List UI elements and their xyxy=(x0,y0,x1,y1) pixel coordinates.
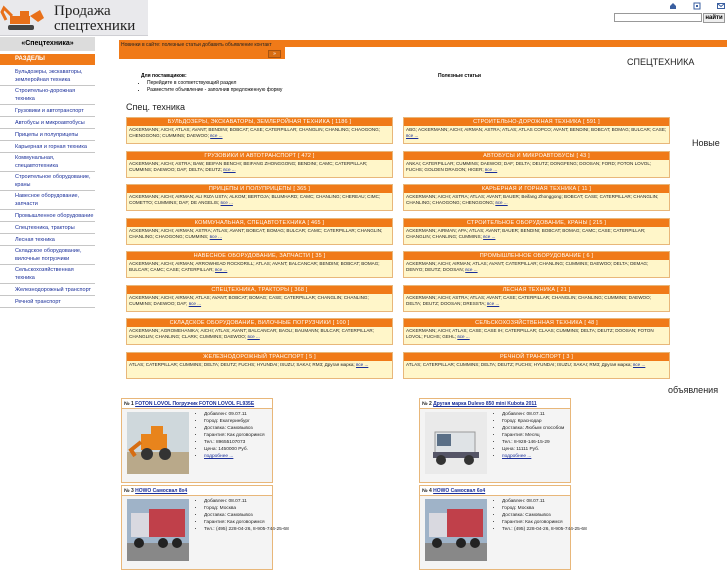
ad-more xyxy=(204,453,274,460)
ad-detail: • Тел.: (495) 228-04-26, 8-905-744-25-68 xyxy=(204,526,274,533)
category-title[interactable]: СТРОИТЕЛЬНО-ДОРОЖНАЯ ТЕХНИКА [ 591 ] xyxy=(404,118,669,126)
ad-card xyxy=(121,485,289,570)
ad-number: № 1 xyxy=(124,401,134,407)
ad-header xyxy=(122,399,272,409)
ad-card xyxy=(121,398,273,483)
category-brands xyxy=(127,193,392,211)
brand-list: ACKERMANN; AICHI; AIRMAN; ARROWHEAD ROCKDRILL; ATLAS; AVANT; BALCANCAR; BENDINI; BOBCAT; BOMAG; BULCAR; CAMC; CASE; CATERPILLAR; xyxy=(129,261,380,272)
sidebar-item[interactable]: Навесное оборудование, запчасти xyxy=(0,191,95,210)
ad-detail: • Доставка: Любым способом xyxy=(502,425,572,432)
ad-details xyxy=(496,498,587,533)
category-more-link[interactable]: все ... xyxy=(632,361,646,367)
ad-photo[interactable] xyxy=(127,499,189,561)
ad-more xyxy=(502,453,572,460)
category-card xyxy=(126,352,393,379)
category-card xyxy=(403,117,670,144)
category-brands xyxy=(404,227,669,245)
category-card xyxy=(126,318,393,345)
category-more-link[interactable]: все ... xyxy=(188,300,202,306)
sitemap-icon[interactable] xyxy=(693,2,701,10)
category-brands xyxy=(404,260,669,278)
category-brands xyxy=(404,361,669,379)
category-title[interactable]: РЕЧНОЙ ТРАНСПОРТ [ 3 ] xyxy=(404,353,669,361)
search-input[interactable] xyxy=(614,13,702,22)
brand-list: ACKERMANN; AGROMEHANIKA; AICHI; ATLAS; AVANT; BALCANCAR; BAOLI; BAUMANN; BULCAR; CATERPILLAR; CHANGLIN; CHANLING; CLARK; CUMMINS; DAEWOO; xyxy=(129,328,374,339)
brand-list: ABG; ACKERMANN; AICHI; AIRMAN; ASTRA; ATLAS; ATLAS COPCO; AVANT; BENDINI; BOBCAT; BOMAG; BULCAR; CASE; xyxy=(406,127,667,132)
page-heading: СПЕЦТЕХНИКА xyxy=(627,57,695,67)
category-brands xyxy=(404,327,669,345)
ad-detail: • Добавлен: 08.07.11 xyxy=(502,411,572,418)
category-brands xyxy=(404,160,669,178)
ad-photo[interactable] xyxy=(425,412,487,474)
category-brands xyxy=(127,160,392,178)
site-logo[interactable] xyxy=(0,0,148,36)
category-title[interactable]: БУЛЬДОЗЕРЫ, ЭКСКАВАТОРЫ, ЗЕМЛЕРОЙНАЯ ТЕХНИКА [ 1186 ] xyxy=(127,118,392,126)
ad-title-link[interactable]: Другая марка Dulevo 850 mini Kubota 2011 xyxy=(433,401,537,407)
sidebar-item[interactable]: Прицепы и полуприцепы xyxy=(0,129,95,141)
category-card xyxy=(126,285,393,312)
useful-articles-link[interactable]: Полезные статьи xyxy=(438,73,481,79)
sidebar-item[interactable]: Строительно-дорожная техника xyxy=(0,86,95,105)
category-title[interactable]: КАРЬЕРНАЯ И ГОРНАЯ ТЕХНИКА [ 11 ] xyxy=(404,185,669,193)
ad-photo[interactable] xyxy=(127,412,189,474)
category-card xyxy=(403,318,670,345)
category-card xyxy=(126,218,393,245)
ad-details xyxy=(496,411,572,460)
category-brands xyxy=(127,126,392,144)
brand-list: ACKERMANN; AICHI; ASTRA; ATLAS; AVANT; BAUER; Beifang Zhonggong; BOBCAT; CASE; CATERPILLAR; CHANGLIN; CHANLING; CHAOGONG; CHENGGONG; xyxy=(406,194,659,205)
ad-detail: • Доставка: Самовывоз xyxy=(502,512,572,519)
ad-detail: • Добавлен: 08.07.11 xyxy=(502,498,572,505)
ad-detail: • Гарантия: Как договоримся xyxy=(204,519,274,526)
category-title[interactable]: СПЕЦТЕХНИКА, ТРАКТОРЫ [ 368 ] xyxy=(127,286,392,294)
vendors-block xyxy=(141,73,282,94)
ad-detail: • Добавлен: 08.07.11 xyxy=(204,498,274,505)
sidebar-item[interactable]: Автобусы и микроавтобусы xyxy=(0,117,95,129)
header-stripe xyxy=(285,40,727,47)
vendors-title: Для поставщиков: xyxy=(141,73,187,79)
category-title[interactable]: ПРИЦЕПЫ И ПОЛУПРИЦЕПЫ [ 365 ] xyxy=(127,185,392,193)
category-more-link[interactable]: все ... xyxy=(483,233,496,239)
ad-photo[interactable] xyxy=(425,499,487,561)
sidebar-item[interactable]: Коммунальная, спецавтотехника xyxy=(0,153,95,172)
category-card xyxy=(403,251,670,278)
sidebar-item[interactable]: Лесная техника xyxy=(0,234,95,246)
spec-title: Спец. техника xyxy=(126,102,186,112)
brand-list: ACKERMANN; AICHI; AIRMAN; ASTRA; ATLAS; AVANT; BOBCAT; BOMAG; BULCAR; CAMC; CATERPILLAR; CHANGLIN; CHANLING; CHAOGONG; CUMMINS; xyxy=(129,227,383,239)
ad-detail: • Гарантия: Как договоримся xyxy=(204,432,274,439)
category-more-link[interactable]: все ... xyxy=(210,133,223,138)
ad-title-link[interactable]: FOTON LOVOL Погрузчик FOTON LOVOL FL935E xyxy=(135,401,255,407)
ad-number: № 2 xyxy=(422,401,432,407)
brand-list: ACKERMANN; AICHI; ASTRA; ATLAS; AVANT; CASE; CATERPILLAR; CHANGLIN; CHANLING; CUMMINS; DAEWOO; DELTA; DEUTZ; DOOSAN; DRESSTA; xyxy=(406,294,651,306)
sidebar-item[interactable]: Речной транспорт xyxy=(0,296,95,308)
ad-header xyxy=(420,486,570,496)
category-title[interactable]: ЖЕЛЕЗНОДОРОЖНЫЙ ТРАНСПОРТ [ 5 ] xyxy=(127,353,392,361)
ad-detail: • Город: Екатеринбург xyxy=(204,418,274,425)
ad-image[interactable] xyxy=(127,499,189,561)
ad-number: № 4 xyxy=(422,488,432,494)
news-text[interactable]: Новинки в сайте: полезные статьи добавить объявление контакт xyxy=(121,42,272,48)
sidebar-item[interactable]: Складское оборудование, вилочные погрузчики xyxy=(0,246,95,265)
brand-list: ACKERMANN; AICHI; ATLAS; AVANT; BENDINI; BOBCAT; CASE; CATERPILLAR; CHANGLIN; CHANLING; CHAOGONG; CHENGGONG; CUMMINS; DAEWOO; xyxy=(129,127,381,138)
category-brands xyxy=(404,193,669,211)
category-title[interactable]: СКЛАДСКОЕ ОБОРУДОВАНИЕ, ВИЛОЧНЫЕ ПОГРУЗЧИКИ [ 100 ] xyxy=(127,319,392,327)
category-card xyxy=(403,285,670,312)
category-card xyxy=(126,117,393,144)
mail-icon[interactable] xyxy=(717,2,725,10)
sidebar-item[interactable]: Спецтехника, тракторы xyxy=(0,222,95,234)
vendors-item: • Разместите объявление - заполнив предложенную форму xyxy=(147,87,282,94)
ad-more-link[interactable]: подробнее ... xyxy=(502,454,532,459)
brand-list: ACKERMANN; AIRMAN; APA; ATLAS; AVANT; BAUER; BENDINI; BOBCAT; BOMAG; CAMC; CASE; CATERPILLAR; CHANGLIN; CHANLING; CUMMINS; xyxy=(406,227,646,239)
ad-image[interactable] xyxy=(425,499,487,561)
home-icon[interactable] xyxy=(669,2,677,10)
sidebar-item[interactable]: Карьерная и горная техника xyxy=(0,141,95,153)
category-more-link[interactable]: все ... xyxy=(209,233,223,239)
category-more-link[interactable]: все ... xyxy=(484,166,498,172)
category-title[interactable]: АВТОБУСЫ И МИКРОАВТОБУСЫ [ 43 ] xyxy=(404,152,669,160)
ad-detail: • Доставка: Самовывоз xyxy=(204,512,274,519)
brand-list: ACKERMANN; AICHI; AIRMAN; ATLAS; AVANT; BOBCAT; BOMAG; CASE; CATERPILLAR; CHANGLIN; CHANLING; CUMMINS; DAEWOO; DAF; xyxy=(129,294,369,306)
category-card xyxy=(403,352,670,379)
ad-detail: • Тел.: (495) 228-04-26, 8-905-744-25-68 xyxy=(502,526,572,533)
category-brands xyxy=(127,327,392,345)
ad-detail: • Город: Москва xyxy=(204,505,274,512)
header-icons xyxy=(669,2,725,11)
news-bar xyxy=(119,40,285,59)
excavator-icon xyxy=(2,4,46,32)
category-brands xyxy=(127,227,392,245)
ad-detail: • Тел.: 8-928-146-15-29 xyxy=(502,439,572,446)
ad-detail: • Тел.: 89655107073 xyxy=(204,439,274,446)
brand-list: ACKERMANN; AICHI; ASTRA; BAW; BEIFAN BENCHI; BEIFANG ZHONGGONG; BENDINI; CAMC; CATERPILLAR; CUMMINS; DAEWOO; DAF; DELTA; DEUTZ; xyxy=(129,160,368,172)
category-more-link[interactable]: все ... xyxy=(406,133,419,138)
sidebar-item[interactable]: Строительное оборудование, краны xyxy=(0,172,95,191)
sidebar-item[interactable]: Железнодорожный транспорт xyxy=(0,284,95,296)
brand-list: ATLAS; CATERPILLAR; CUMMINS; DELTA; DEUTZ; FUCHS; HYUNDAI; ISUZU; SAKAI; RM3; Другая марка; xyxy=(406,361,633,367)
ad-more-link[interactable]: подробнее ... xyxy=(204,454,234,459)
category-more-link[interactable]: все ... xyxy=(465,267,478,272)
brand-list: ACKERMANN; AICHI; AIRMAN; ALI RIZA USTA; ALKOM; BERTOJA; BLUMHARD; CAMC; CHANLING; CHEREAU; CIMC; COMETTO; CUMMINS; DAF; DE ANGELIS; xyxy=(129,194,381,205)
category-more-link[interactable]: все ... xyxy=(214,267,228,272)
ad-header xyxy=(122,486,272,496)
brand-list: ATLAS; CATERPILLAR; CUMMINS; DELTA; DEUTZ; FUCHS; HYUNDAI; ISUZU; SAKAI; RM3; Другая марка; xyxy=(129,361,356,367)
category-title[interactable]: ЛЕСНАЯ ТЕХНИКА [ 21 ] xyxy=(404,286,669,294)
brand-list: ACKERMANN; AICHI; ATLAS; CASE; CASE IH; CATERPILLAR; CLAAS; CUMMINS; DELTA; DEUTZ; DOOSAN; FOTON LOVOL; FUCHS; GEHL; xyxy=(406,328,654,339)
category-card xyxy=(126,151,393,178)
category-card xyxy=(126,251,393,278)
ad-number: № 3 xyxy=(124,488,134,494)
vendors-item: • Перейдите в соответствующий раздел xyxy=(147,80,282,87)
sidebar-section-header: РАЗДЕЛЫ xyxy=(0,54,95,65)
category-brands xyxy=(127,361,392,379)
brand-list: ANKAI; CATERPILLAR; CUMMINS; DAEWOO; DAF; DELTA; DEUTZ; DONGFENG; DOOSAN; FORD; FOTON LOVOL; FUCHS; GOLDEN DRAGON; HIGER; xyxy=(406,160,652,172)
search-button[interactable]: найти xyxy=(703,13,725,23)
ad-title-link[interactable]: HOWO Самосвал 8x4 xyxy=(135,488,188,494)
category-more-link[interactable]: все ... xyxy=(486,300,500,306)
ad-card xyxy=(419,485,587,570)
sidebar-item[interactable]: Грузовики и автотранспорт xyxy=(0,105,95,117)
category-brands xyxy=(127,260,392,278)
ad-detail: • Доставка: Самовывоз xyxy=(204,425,274,432)
category-more-link[interactable]: все ... xyxy=(355,361,369,367)
ad-title-link[interactable]: HOWO Самосвал 6x4 xyxy=(433,488,486,494)
category-title[interactable]: СЕЛЬСКОХОЗЯЙСТВЕННАЯ ТЕХНИКА [ 48 ] xyxy=(404,319,669,327)
ad-detail: • Город: Краснодар xyxy=(502,418,572,425)
ad-detail: • Город: Москва xyxy=(502,505,572,512)
category-more-link[interactable]: все ... xyxy=(495,200,508,205)
sidebar-item[interactable]: Промышленное оборудование xyxy=(0,210,95,222)
category-title[interactable]: СТРОИТЕЛЬНОЕ ОБОРУДОВАНИЕ, КРАНЫ [ 215 ] xyxy=(404,219,669,227)
ad-image[interactable] xyxy=(127,412,189,474)
sidebar-menu xyxy=(0,67,95,308)
ad-details xyxy=(198,411,274,460)
category-more-link[interactable]: все ... xyxy=(223,166,236,172)
category-title[interactable]: НАВЕСНОЕ ОБОРУДОВАНИЕ, ЗАПЧАСТИ [ 35 ] xyxy=(127,252,392,260)
sidebar-item[interactable]: Бульдозеры, экскаваторы, землеройная техника xyxy=(0,67,95,86)
category-more-link[interactable]: все ... xyxy=(457,334,470,339)
ad-image[interactable] xyxy=(425,412,487,474)
ad-detail: • Цена: 11111 Руб. xyxy=(502,446,572,453)
category-title[interactable]: КОММУНАЛЬНАЯ, СПЕЦАВТОТЕХНИКА [ 465 ] xyxy=(127,219,392,227)
category-title[interactable]: ПРОМЫШЛЕННОЕ ОБОРУДОВАНИЕ [ 6 ] xyxy=(404,252,669,260)
category-brands xyxy=(127,294,392,312)
ad-detail: • Цена: 1450000 Руб. xyxy=(204,446,274,453)
category-card xyxy=(403,218,670,245)
ads-label: объявления xyxy=(668,385,719,395)
ad-details xyxy=(198,498,289,533)
category-brands xyxy=(404,294,669,312)
category-card xyxy=(403,184,670,211)
category-card xyxy=(403,151,670,178)
brand-list: ACKERMANN; AICHI; AIRMAN; ATLAS; AVANT; CATERPILLAR; CHANLING; CUMMINS; DAEWOO; DELTA; DEMAG; DENYO; DEUTZ; DOOSAN; xyxy=(406,261,649,272)
category-brands xyxy=(404,126,669,144)
ad-header xyxy=(420,399,570,409)
ad-detail: • Гарантия: Как договоримся xyxy=(502,519,572,526)
news-button[interactable]: » xyxy=(268,50,281,58)
sidebar-item[interactable]: Сельскохозяйственная техника xyxy=(0,265,95,284)
ad-detail: • Добавлен: 09.07.11 xyxy=(204,411,274,418)
sidebar-title: «Спецтехника» xyxy=(0,37,95,51)
logo-title-line1: Продажа xyxy=(54,3,111,19)
category-title[interactable]: ГРУЗОВИКИ И АВТОТРАНСПОРТ [ 472 ] xyxy=(127,152,392,160)
category-more-link[interactable]: все ... xyxy=(247,334,260,339)
category-more-link[interactable]: все ... xyxy=(220,200,233,205)
ad-card xyxy=(419,398,571,483)
new-label: Новые xyxy=(692,138,720,148)
ad-detail: • Гарантия: Месяц xyxy=(502,432,572,439)
category-card xyxy=(126,184,393,211)
logo-title-line2: спецтехники xyxy=(54,18,136,34)
